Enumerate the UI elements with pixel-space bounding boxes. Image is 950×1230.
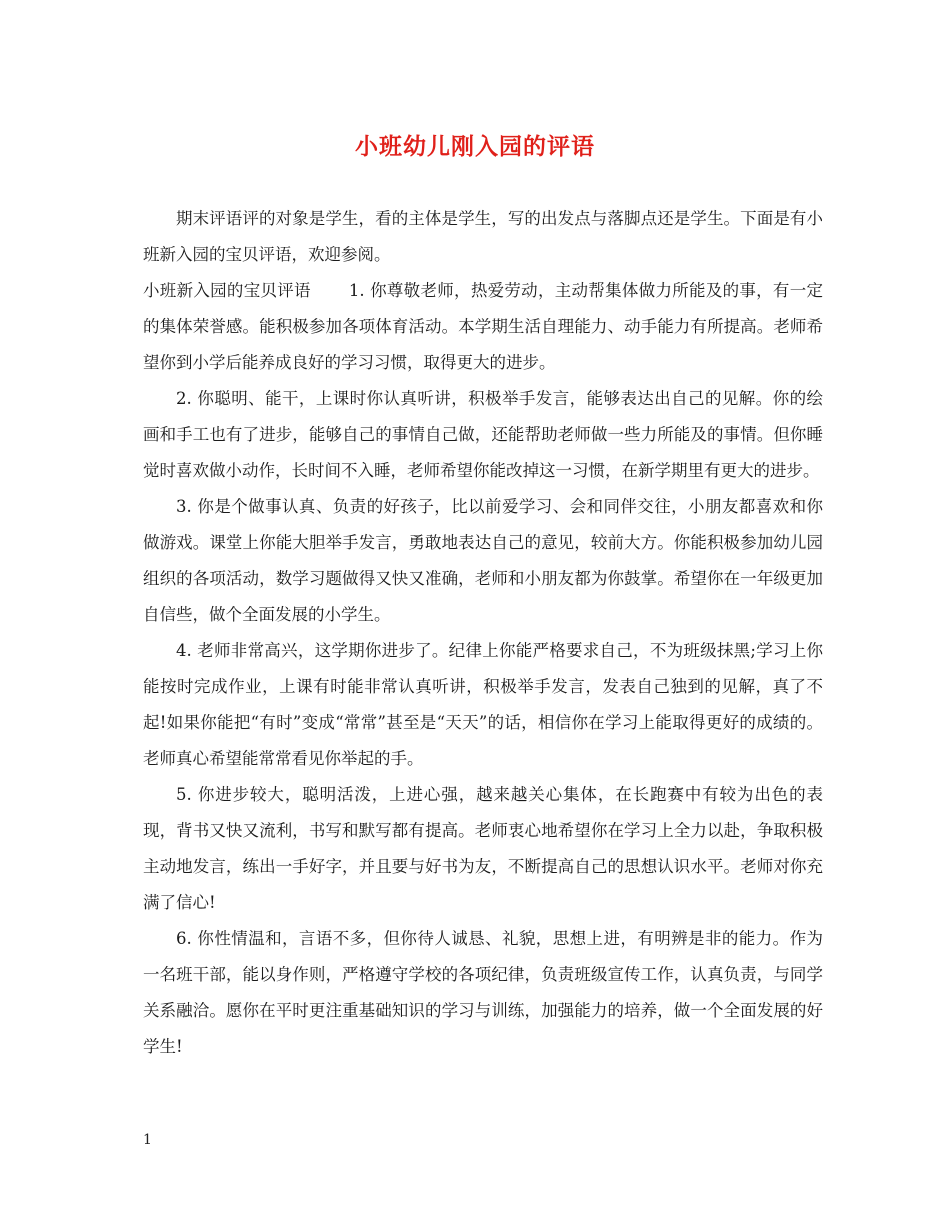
first-item-paragraph [143, 273, 823, 381]
comment-item-4: 4. 老师非常高兴，这学期你进步了。纪律上你能严格要求自己，不为班级抹黑;学习上你能按时完成作业，上课有时能非常认真听讲，积极举手发言，发表自己独到的见解，真了不起!如果你能把“有时”变成“常常”甚至是“天天”的话，相信你在学习上能取得更好的成绩的。老师真心希望能常常看见你举起的手。 [143, 641, 823, 768]
document-body [143, 201, 823, 1065]
comment-item-3: 3. 你是个做事认真、负责的好孩子，比以前爱学习、会和同伴交往，小朋友都喜欢和你做游戏。课堂上你能大胆举手发言，勇敢地表达自己的意见，较前大方。你能积极参加幼儿园组织的各项活动，数学习题做得又快又准确，老师和小朋友都为你鼓掌。希望你在一年级更加自信些，做个全面发展的小学生。 [143, 497, 823, 624]
comment-item-1: 1. 你尊敬老师，热爱劳动，主动帮集体做力所能及的事，有一定的集体荣誉感。能积极参加各项体育活动。本学期生活自理能力、动手能力有所提高。老师希望你到小学后能养成良好的学习习惯，取得更大的进步。 [143, 281, 823, 372]
comment-item-6: 6. 你性情温和，言语不多，但你待人诚恳、礼貌，思想上进，有明辨是非的能力。作为一名班干部，能以身作则，严格遵守学校的各项纪律，负责班级宣传工作，认真负责，与同学关系融洽。愿你在平时更注重基础知识的学习与训练，加强能力的培养，做一个全面发展的好学生! [143, 929, 823, 1056]
intro-paragraph: 期末评语评的对象是学生，看的主体是学生，写的出发点与落脚点还是学生。下面是有小班新入园的宝贝评语，欢迎参阅。 [143, 209, 823, 264]
page-number: 1 [143, 1132, 152, 1148]
comment-item-5: 5. 你进步较大，聪明活泼，上进心强，越来越关心集体，在长跑赛中有较为出色的表现，背书又快又流利，书写和默写都有提高。老师衷心地希望你在学习上全力以赴，争取积极主动地发言，练出一手好字，并且要与好书为友，不断提高自己的思想认识水平。老师对你充满了信心! [143, 785, 823, 912]
comment-item-2: 2. 你聪明、能干，上课时你认真听讲，积极举手发言，能够表达出自己的见解。你的绘画和手工也有了进步，能够自己的事情自己做，还能帮助老师做一些力所能及的事情。但你睡觉时喜欢做小动作，长时间不入睡，老师希望你能改掉这一习惯，在新学期里有更大的进步。 [143, 389, 823, 480]
section-heading: 小班新入园的宝贝评语 [143, 281, 311, 300]
document-title: 小班幼儿刚入园的评语 [355, 133, 595, 160]
